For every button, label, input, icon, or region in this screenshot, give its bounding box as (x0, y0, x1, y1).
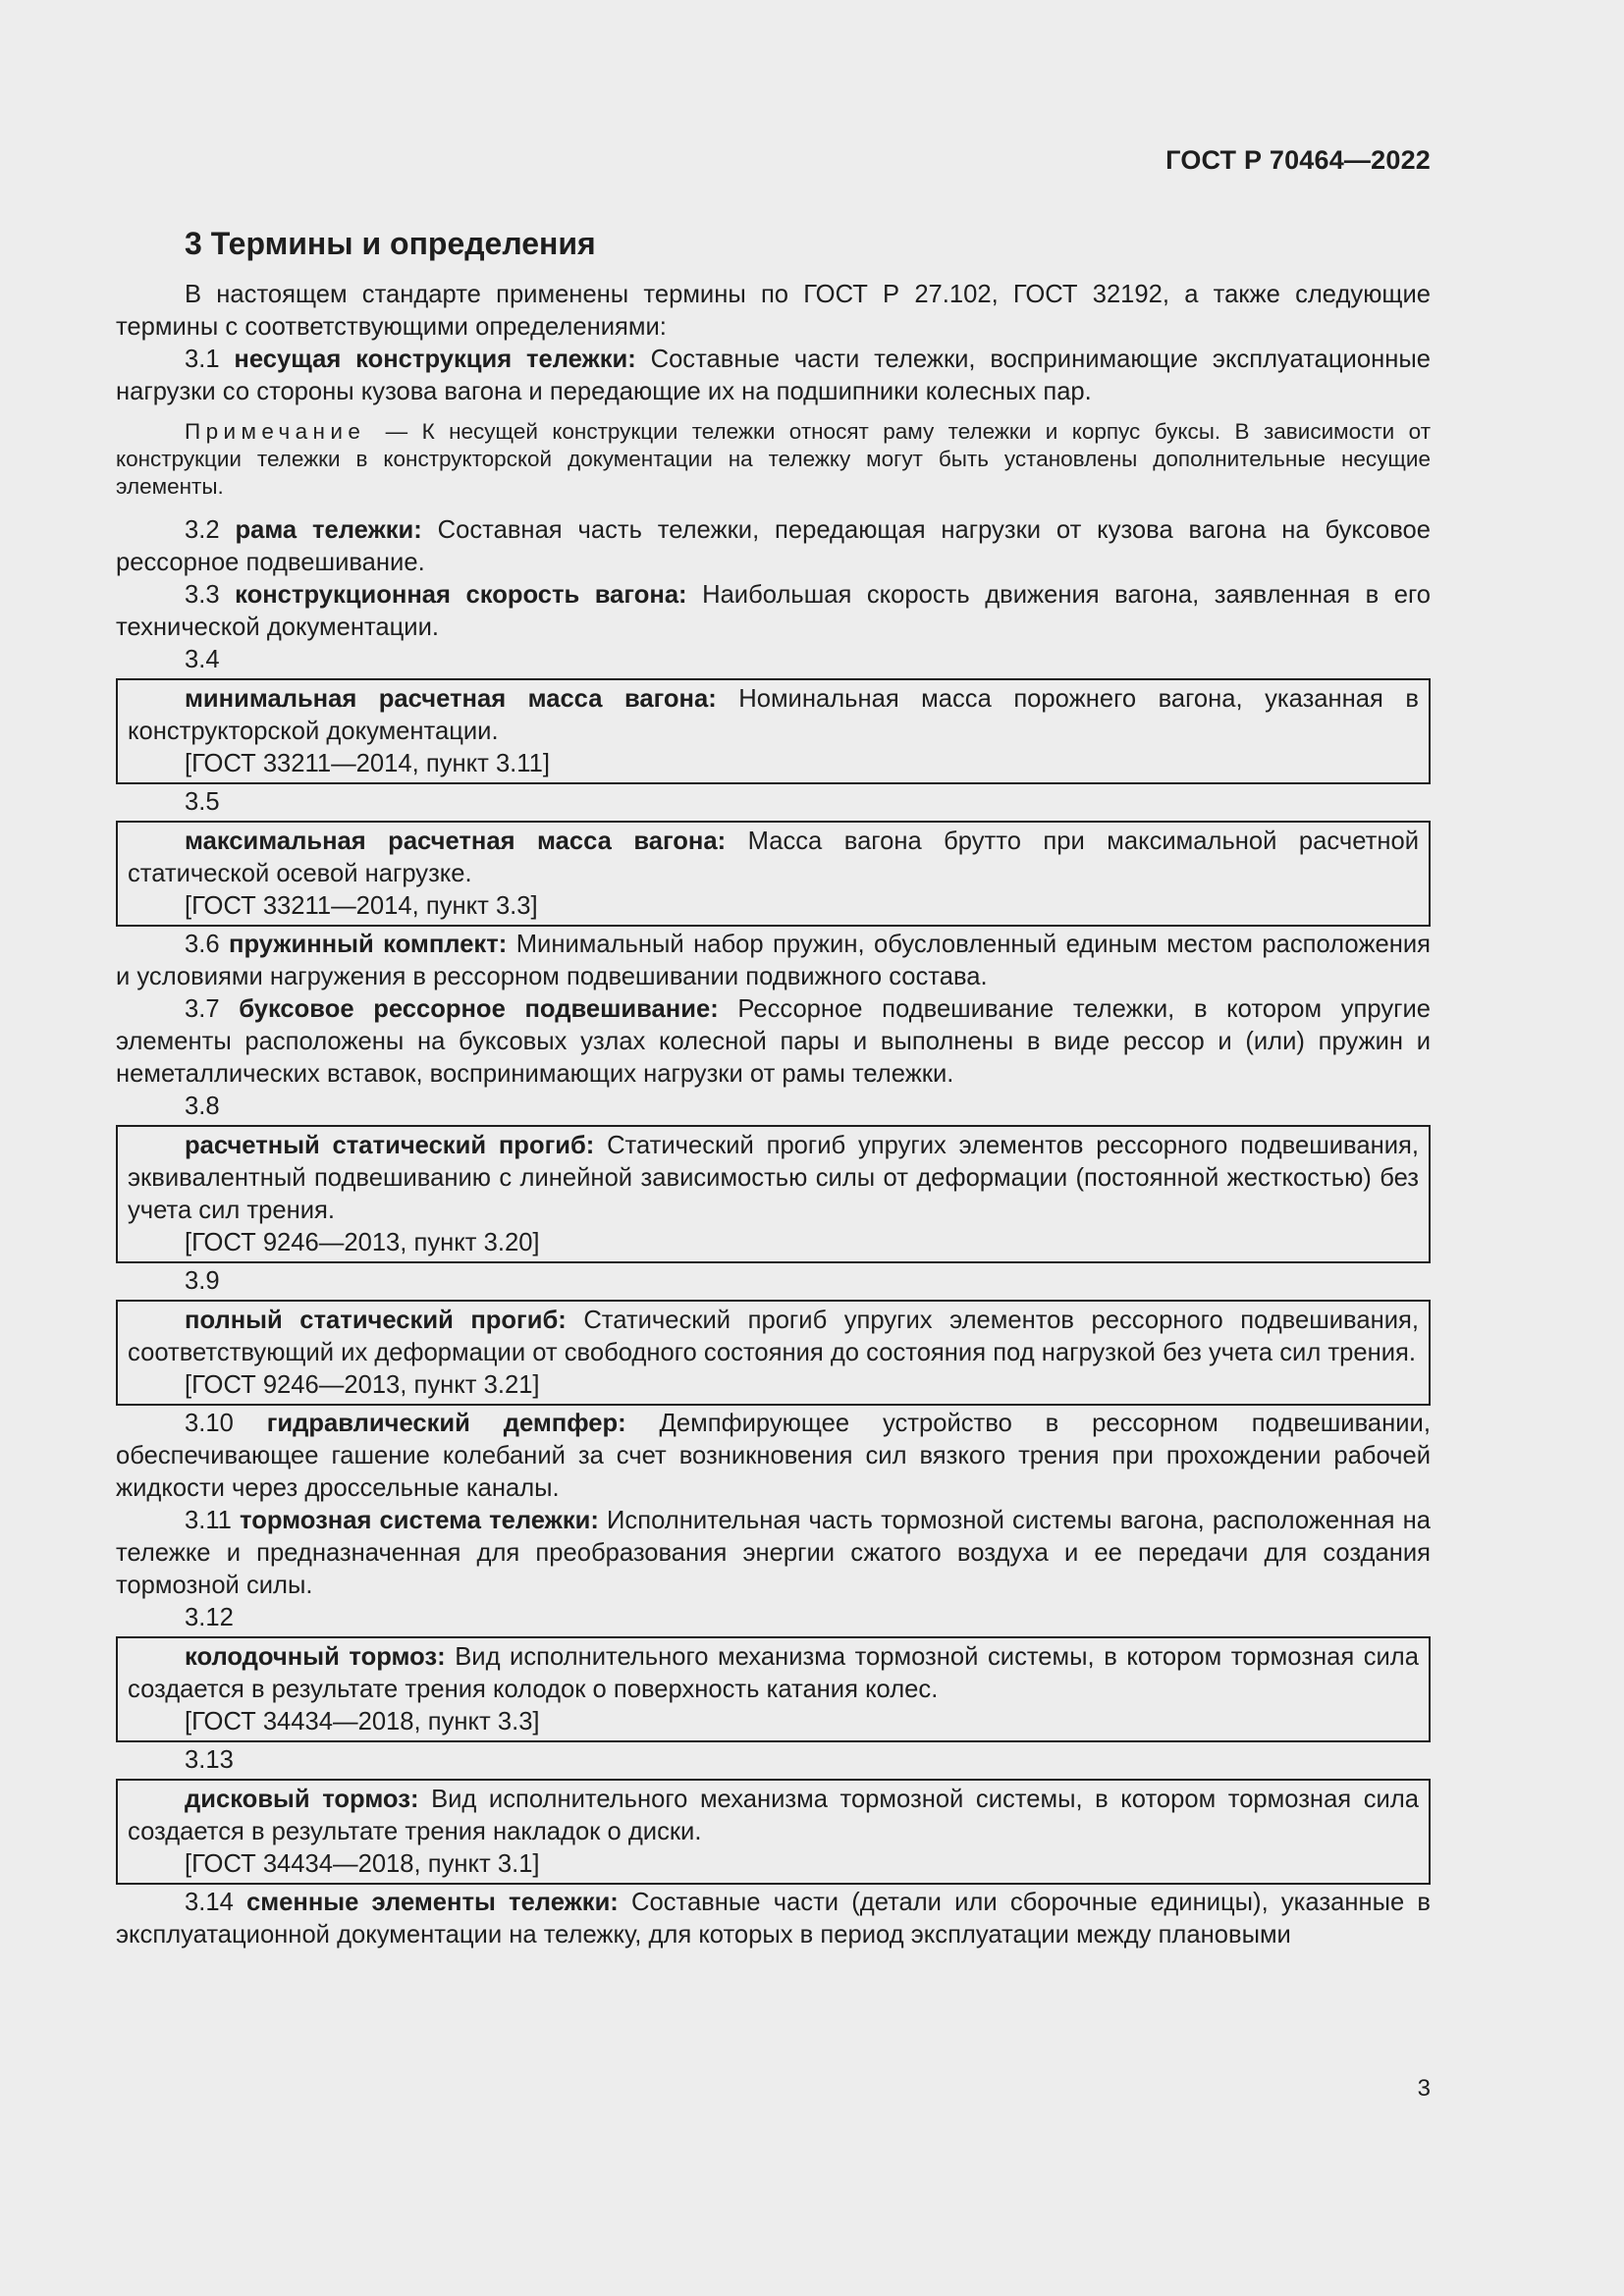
term-entry (128, 826, 1419, 890)
term-number: 3.13 (185, 1746, 234, 1774)
term-number: 3.12 (185, 1604, 234, 1631)
term-name: тормозная система тележки: (240, 1507, 599, 1534)
term-definition: Номинальная масса порожнего вагона, указанная в конструкторской документации. (128, 685, 1419, 745)
term-number: 3.14 (185, 1889, 234, 1916)
term-number: 3.7 (185, 995, 220, 1023)
term-3-2 (116, 514, 1431, 579)
term-definition: Демпфирующее устройство в рессорном подвешивании, обеспечивающее гашение колебаний за счет возникновения сил вязкого трения при прохождении рабочей жидкости через дроссельные каналы. (116, 1410, 1431, 1502)
term-3-4-box (116, 678, 1431, 784)
term-definition: Исполнительная часть тормозной системы вагона, расположенная на тележке и предназначенная для преобразования энергии сжатого воздуха и ее передачи для создания тормозной силы. (116, 1507, 1431, 1599)
term-definition: Масса вагона брутто при максимальной расчетной статической осевой нагрузке. (128, 828, 1419, 887)
term-number: 3.9 (185, 1267, 220, 1295)
term-reference: [ГОСТ 34434—2018, пункт 3.3] (185, 1708, 540, 1735)
page-number: 3 (1417, 2075, 1431, 2102)
term-definition: Составные части тележки, воспринимающие эксплуатационные нагрузки со стороны кузова вагона и передающие их на подшипники колесных пар. (116, 346, 1431, 405)
note-label: Примечание (185, 419, 366, 444)
term-reference: [ГОСТ 9246—2013, пункт 3.21] (185, 1371, 540, 1399)
term-definition: Составные части (детали или сборочные единицы), указанные в эксплуатационной документации на тележку, для которых в период эксплуатации между плановыми (116, 1889, 1431, 1949)
term-number: 3.11 (185, 1507, 232, 1534)
term-3-8-box (116, 1125, 1431, 1263)
term-name: гидравлический демпфер: (266, 1410, 626, 1437)
term-3-9-box (116, 1300, 1431, 1406)
term-3-12-box (116, 1636, 1431, 1742)
term-definition: Вид исполнительного механизма тормозной системы, в котором тормозная сила создается в результате трения колодок о поверхность катания колес. (128, 1643, 1419, 1703)
term-definition: Статический прогиб упругих элементов рессорного подвешивания, соответствующий их деформации от свободного состояния до состояния под нагрузкой без учета сил трения. (128, 1307, 1419, 1366)
term-3-1 (116, 344, 1431, 408)
term-entry (128, 1784, 1419, 1848)
term-number: 3.3 (185, 581, 220, 609)
term-reference: [ГОСТ 33211—2014, пункт 3.3] (185, 892, 538, 920)
term-number: 3.6 (185, 931, 220, 958)
term-definition: Составная часть тележки, передающая нагрузки от кузова вагона на буксовое рессорное подвешивание. (116, 516, 1431, 576)
note-paragraph (116, 418, 1431, 501)
term-3-14 (116, 1887, 1431, 1951)
term-number: 3.5 (185, 788, 220, 816)
term-3-6 (116, 929, 1431, 993)
term-name: полный статический прогиб: (185, 1307, 567, 1334)
term-name: несущая конструкция тележки: (234, 346, 636, 373)
term-entry (128, 1305, 1419, 1369)
note-text: — К несущей конструкции тележки относят раму тележки и корпус буксы. В зависимости от конструкции тележки в конструкторской документации на тележку могут быть установлены дополнительные несущие элементы. (116, 419, 1431, 499)
term-name: пружинный комплект: (229, 931, 508, 958)
term-reference: [ГОСТ 33211—2014, пункт 3.11] (185, 750, 550, 777)
term-name: конструкционная скорость вагона: (235, 581, 687, 609)
term-definition: Вид исполнительного механизма тормозной системы, в котором тормозная сила создается в результате трения накладок о диски. (128, 1786, 1419, 1845)
term-number: 3.10 (185, 1410, 234, 1437)
term-3-7 (116, 993, 1431, 1091)
term-name: колодочный тормоз: (185, 1643, 446, 1671)
term-number: 3.4 (185, 646, 220, 673)
term-name: сменные элементы тележки: (245, 1889, 619, 1916)
term-reference: [ГОСТ 34434—2018, пункт 3.1] (185, 1850, 540, 1878)
term-definition: Минимальный набор пружин, обусловленный единым местом расположения и условиями нагружения в рессорном подвешивании подвижного состава. (116, 931, 1431, 990)
term-number: 3.1 (185, 346, 220, 373)
term-definition: Рессорное подвешивание тележки, в котором упругие элементы расположены на буксовых узлах колесной пары и выполнены в виде рессор и (или) пружин и неметаллических вставок, воспринимающих нагрузки от рамы тележки. (116, 995, 1431, 1088)
term-name: рама тележки: (235, 516, 422, 544)
term-definition: Статический прогиб упругих элементов рессорного подвешивания, эквивалентный подвешиванию с линейной зависимостью силы от деформации (постоянной жесткостью) без учета сил трения. (128, 1132, 1419, 1224)
term-3-13-box (116, 1779, 1431, 1885)
term-3-11 (116, 1505, 1431, 1602)
term-entry (128, 1641, 1419, 1706)
term-number: 3.2 (185, 516, 220, 544)
term-definition: Наибольшая скорость движения вагона, заявленная в его технической документации. (116, 581, 1431, 641)
page-content (116, 218, 1431, 1951)
section-title: 3 Термины и определения (185, 226, 596, 261)
intro-paragraph: В настоящем стандарте применены термины по ГОСТ Р 27.102, ГОСТ 32192, а также следующие термины с соответствующими определениями: (116, 281, 1431, 341)
term-name: минимальная расчетная масса вагона: (185, 685, 717, 713)
term-number: 3.8 (185, 1093, 220, 1120)
term-name: дисковый тормоз: (185, 1786, 419, 1813)
term-entry (128, 1130, 1419, 1227)
term-entry (128, 683, 1419, 748)
term-3-3 (116, 579, 1431, 644)
term-name: максимальная расчетная масса вагона: (185, 828, 727, 855)
term-reference: [ГОСТ 9246—2013, пункт 3.20] (185, 1229, 540, 1256)
term-3-10 (116, 1408, 1431, 1505)
term-name: расчетный статический прогиб: (185, 1132, 595, 1159)
term-3-5-box (116, 821, 1431, 927)
document-code: ГОСТ Р 70464—2022 (1165, 145, 1431, 175)
term-name: буксовое рессорное подвешивание: (239, 995, 719, 1023)
